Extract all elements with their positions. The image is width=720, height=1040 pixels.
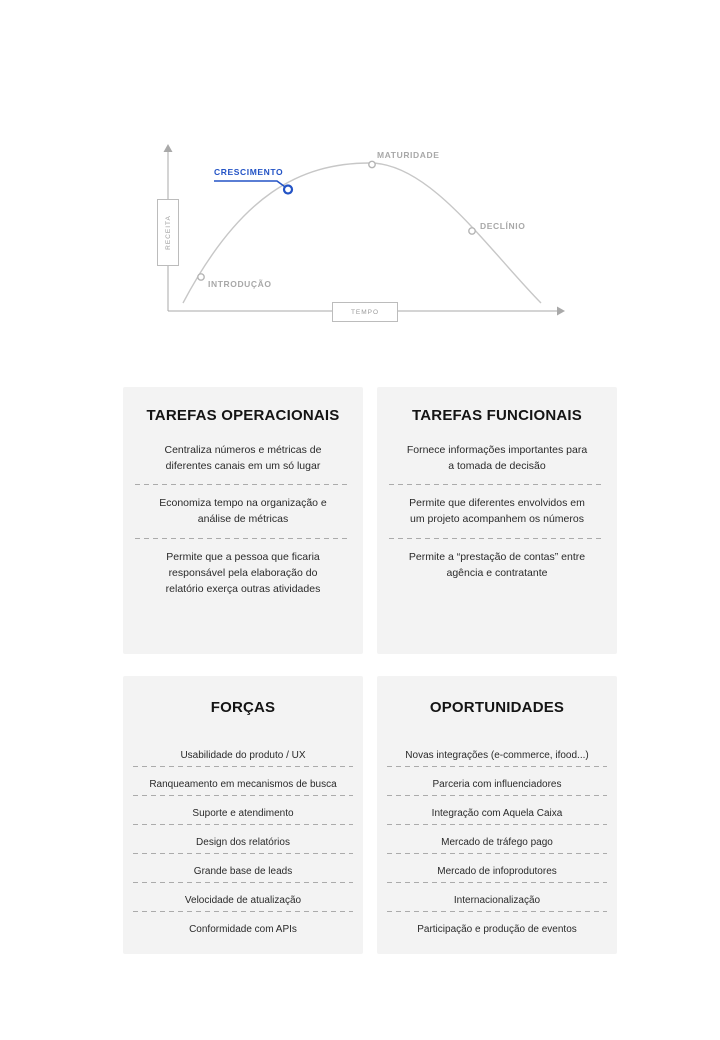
card-oportunidades xyxy=(377,676,617,954)
card-item: Permite que a pessoa que ficaria responsável pela elaboração do relatório exerça outras atividades xyxy=(165,550,321,596)
card-list xyxy=(123,749,363,937)
card-title-tarefas-operacionais: TAREFAS OPERACIONAIS xyxy=(146,407,340,424)
list-item: Velocidade de atualização xyxy=(123,894,363,912)
card-item: Permite a “prestação de contas” entre agência e contratante xyxy=(408,550,586,579)
dashed-divider xyxy=(387,766,607,767)
dashed-divider xyxy=(133,766,353,767)
dashed-divider xyxy=(133,911,353,912)
y-axis-arrow-icon xyxy=(164,144,173,152)
card-title-tarefas-funcionais: TAREFAS FUNCIONAIS xyxy=(412,407,582,424)
card-item: Centraliza números e métricas de diferentes canais em um só lugar xyxy=(164,443,322,472)
list-item: Parceria com influenciadores xyxy=(377,778,617,796)
list-item: Suporte e atendimento xyxy=(123,807,363,825)
x-axis-label-box xyxy=(332,302,398,322)
stage-label-maturidade: MATURIDADE xyxy=(377,150,440,160)
list-item: Ranqueamento em mecanismos de busca xyxy=(123,778,363,796)
list-item: Novas integrações (e-commerce, ifood...) xyxy=(377,749,617,767)
card-tarefas-operacionais xyxy=(123,387,363,654)
list-item: Design dos relatórios xyxy=(123,836,363,854)
card-title-forcas: FORÇAS xyxy=(210,699,276,716)
card-body xyxy=(123,442,363,598)
crescimento-marker xyxy=(284,186,292,194)
list-item: Internacionalização xyxy=(377,894,617,912)
card-list xyxy=(377,749,617,937)
introducao-marker xyxy=(198,274,204,280)
dashed-divider xyxy=(133,824,353,825)
dashed-divider xyxy=(389,484,605,485)
dashed-divider xyxy=(387,795,607,796)
list-item: Conformidade com APIs xyxy=(189,923,297,935)
list-item: Grande base de leads xyxy=(123,865,363,883)
product-lifecycle-chart xyxy=(0,0,720,370)
dashed-divider xyxy=(133,882,353,883)
crescimento-callout-line xyxy=(214,181,285,187)
y-axis-label-box xyxy=(157,199,179,266)
card-tarefas-funcionais xyxy=(377,387,617,654)
x-axis-arrow-icon xyxy=(557,307,565,316)
card-body xyxy=(377,442,617,582)
stage-label-crescimento: CRESCIMENTO xyxy=(214,167,284,177)
list-item: Mercado de tráfego pago xyxy=(377,836,617,854)
dashed-divider xyxy=(133,853,353,854)
dashed-divider xyxy=(387,882,607,883)
card-title-oportunidades: OPORTUNIDADES xyxy=(429,699,565,716)
dashed-divider xyxy=(389,538,605,539)
card-item: Fornece informações importantes para a tomada de decisão xyxy=(406,443,588,472)
list-item: Mercado de infoprodutores xyxy=(377,865,617,883)
dashed-divider xyxy=(135,538,351,539)
card-item: Permite que diferentes envolvidos em um projeto acompanhem os números xyxy=(409,497,585,526)
dashed-divider xyxy=(387,853,607,854)
list-item: Participação e produção de eventos xyxy=(417,923,577,935)
dashed-divider xyxy=(387,824,607,825)
declinio-marker xyxy=(469,228,475,234)
dashed-divider xyxy=(135,484,351,485)
stage-label-introducao: INTRODUÇÃO xyxy=(208,279,272,289)
list-item: Usabilidade do produto / UX xyxy=(123,749,363,767)
maturidade-marker xyxy=(369,161,375,167)
dashed-divider xyxy=(133,795,353,796)
stage-label-declinio: DECLÍNIO xyxy=(480,221,526,231)
x-axis-label: TEMPO xyxy=(350,308,380,316)
card-item: Economiza tempo na organização e análise de métricas xyxy=(159,497,327,526)
y-axis-label: RECEITA xyxy=(164,215,172,250)
dashed-divider xyxy=(387,911,607,912)
list-item: Integração com Aquela Caixa xyxy=(377,807,617,825)
card-forcas xyxy=(123,676,363,954)
